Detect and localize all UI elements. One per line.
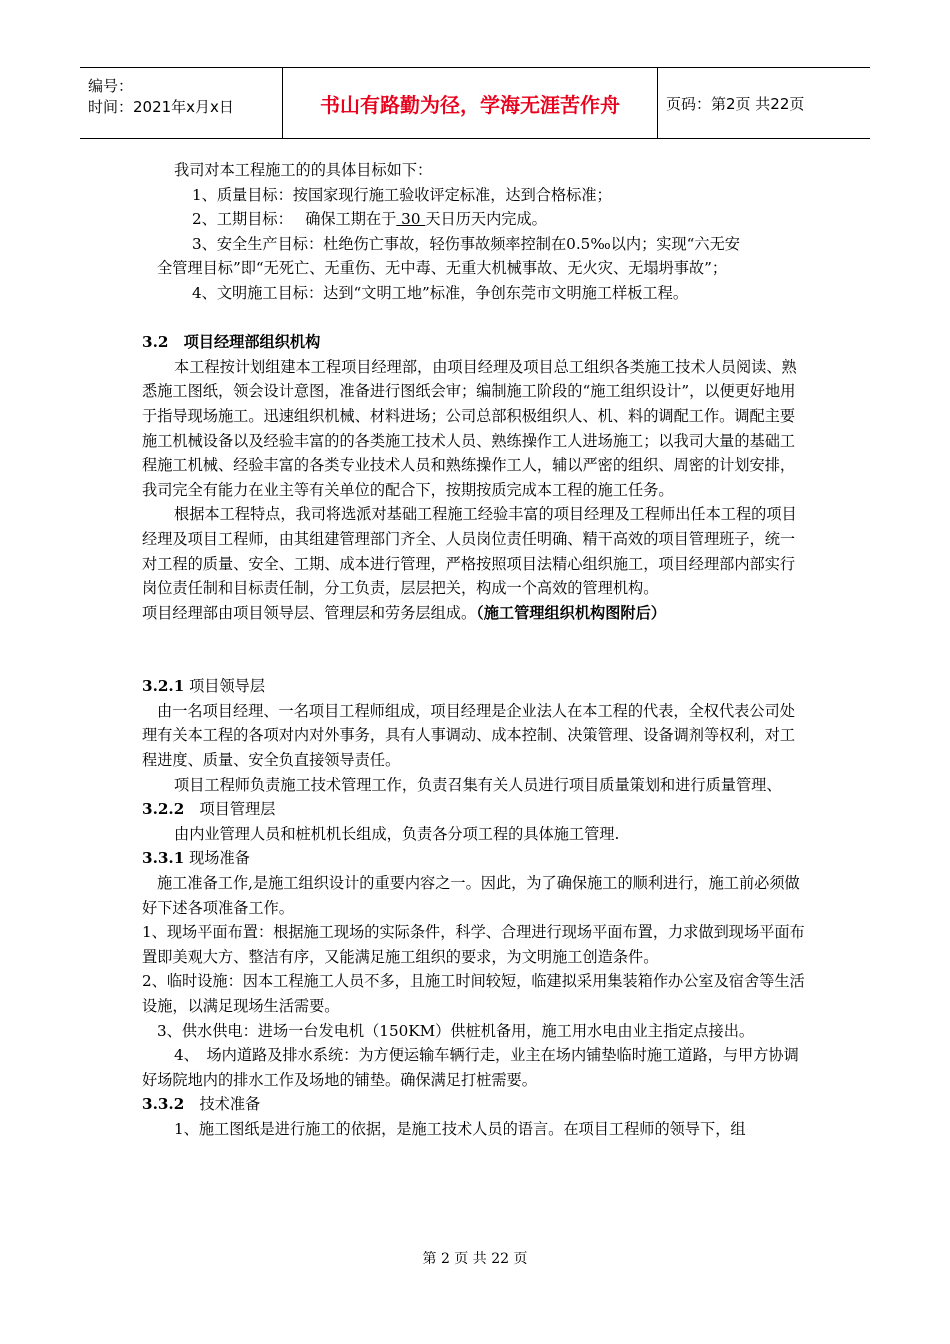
- goal-schedule-pre: 2、工期目标： 确保工期在于: [192, 210, 397, 229]
- section-3-2-paragraph-2: 根据本工程特点，我司将选派对基础工程施工经验丰富的项目经理及工程师出任本工程的项目经理及项目工程师，由其组建管理部门齐全、人员岗位责任明确、精干高效的项目管理班子，统一对工程的质量、安全、工期、成本进行管理，严格按照项目法精心组织施工，项目经理部内部实行岗位责任制和目标责任制，分工负责，层层把关，构成一个高效的管理机构。: [142, 505, 797, 598]
- document-number-label: 编号：: [88, 77, 134, 95]
- section-3-3-1-heading: [142, 846, 810, 871]
- section-3-2-paragraph-1: 本工程按计划组建本工程项目经理部，由项目经理及项目总工组织各类施工技术人员阅读、熟悉施工图纸，领会设计意图，准备进行图纸会审；编制施工阶段的“施工组织设计”，以便更好地用于指导现场施工。迅速组织机械、材料进场；公司总部积极组织人、机、料的调配工作。调配主要施工机械设备以及经验丰富的的各类施工技术人员、熟练操作工人进场施工；以我司大量的基础工程施工机械、经验丰富的各类专业技术人员和熟练操作工人，辅以严密的组织、周密的计划安排，我司完全有能力在业主等有关单位的配合下，按期按质完成本工程的施工任务。: [142, 357, 797, 499]
- section-3-2-2-title: 项目管理层: [184, 800, 276, 819]
- document-body: [142, 158, 810, 1142]
- goal-schedule-post: 天日历天内完成。: [425, 210, 547, 229]
- section-3-3-2-heading: [142, 1092, 810, 1117]
- goal-civilized: 4、文明施工目标：达到“文明工地”标准，争创东莞市文明施工样板工程。: [192, 283, 689, 302]
- section-3-2-2-number: 3.2.2: [142, 800, 185, 819]
- section-3-2-2-heading: [142, 797, 810, 822]
- goal-safety-line2: 全管理目标”即“无死亡、无重伤、无中毒、无重大机械事故、无火灾、无塌坍事故”；: [157, 259, 728, 278]
- section-3-2-1-paragraph-1: 由一名项目经理、一名项目工程师组成，项目经理是企业法人在本工程的代表，全权代表公司处理有关本工程的各项对内对外事务，具有人事调动、成本控制、决策管理、设备调剂等权利，对工程进度、质量、安全负直接领导责任。: [142, 701, 796, 770]
- section-3-2-paragraph-3-text: 项目经理部由项目领导层、管理层和劳务层组成。: [142, 603, 477, 622]
- section-3-2-1-number: 3.2.1: [142, 677, 185, 696]
- site-layout-item: 1、现场平面布置：根据施工现场的实际条件，科学、合理进行现场平面布置，力求做到现场平面布置即美观大方、整洁有序，又能满足施工组织的要求，为文明施工创造条件。: [142, 923, 805, 966]
- goal-quality: 1、质量目标：按国家现行施工验收评定标准，达到合格标准；: [192, 185, 612, 204]
- section-3-3-2-title: 技术准备: [184, 1095, 261, 1114]
- org-chart-note: （施工管理组织机构图附后）: [476, 603, 666, 622]
- section-3-2-2-paragraph-1: 由内业管理人员和桩机机长组成，负责各分项工程的具体施工管理.: [174, 824, 620, 843]
- section-3-2-1-heading: [142, 674, 810, 699]
- goal-schedule-days: 30: [396, 210, 426, 229]
- header-page-info: 页码：第2页 共22页: [666, 94, 805, 113]
- section-3-3-1-title: 现场准备: [184, 849, 250, 868]
- intro-paragraph: 我司对本工程施工的的具体目标如下：: [174, 161, 433, 179]
- section-3-2-paragraph-3: [142, 601, 810, 626]
- section-3-2-1-title: 项目领导层: [184, 677, 266, 696]
- section-3-3-2-number: 3.3.2: [142, 1095, 185, 1114]
- document-date: 时间：2021年x月x日: [88, 98, 234, 116]
- power-water-item: 3、供水供电：进场一台发电机（150KM）供桩机备用，施工用水电由业主指定点接出。: [157, 1021, 755, 1040]
- temporary-facilities-item: 2、临时设施：因本工程施工人员不多，且施工时间较短，临建拟采用集装箱作办公室及宿舍等生活设施，以满足现场生活需要。: [142, 972, 805, 1015]
- header-meta: [80, 68, 283, 138]
- section-3-2-heading: 3.2 项目经理部组织机构: [142, 333, 321, 352]
- page-header: [80, 67, 870, 139]
- goal-safety-line1: 3、安全生产目标：杜绝伤亡事故，轻伤事故频率控制在0.5‰以内；实现“六无安: [192, 234, 740, 253]
- header-motto: 书山有路勤为径，学海无涯苦作舟: [283, 68, 658, 138]
- section-3-3-1-paragraph-1: 施工准备工作,是施工组织设计的重要内容之一。因此，为了确保施工的顺利进行，施工前必须做好下述各项准备工作。: [142, 874, 800, 917]
- section-3-3-1-number: 3.3.1: [142, 849, 185, 868]
- page-footer: 第 2 页 共 22 页: [422, 1251, 528, 1267]
- goal-schedule: [142, 207, 810, 232]
- roads-drainage-item: 4、 场内道路及排水系统：为方便运输车辆行走，业主在场内铺垫临时施工道路，与甲方协调好场院地内的排水工作及场地的铺垫。确保满足打桩需要。: [142, 1046, 799, 1089]
- section-3-3-2-paragraph-1: 1、施工图纸是进行施工的依据，是施工技术人员的语言。在项目工程师的领导下，组: [174, 1119, 746, 1138]
- section-3-2-1-paragraph-2: 项目工程师负责施工技术管理工作，负责召集有关人员进行项目质量策划和进行质量管理、: [174, 775, 782, 794]
